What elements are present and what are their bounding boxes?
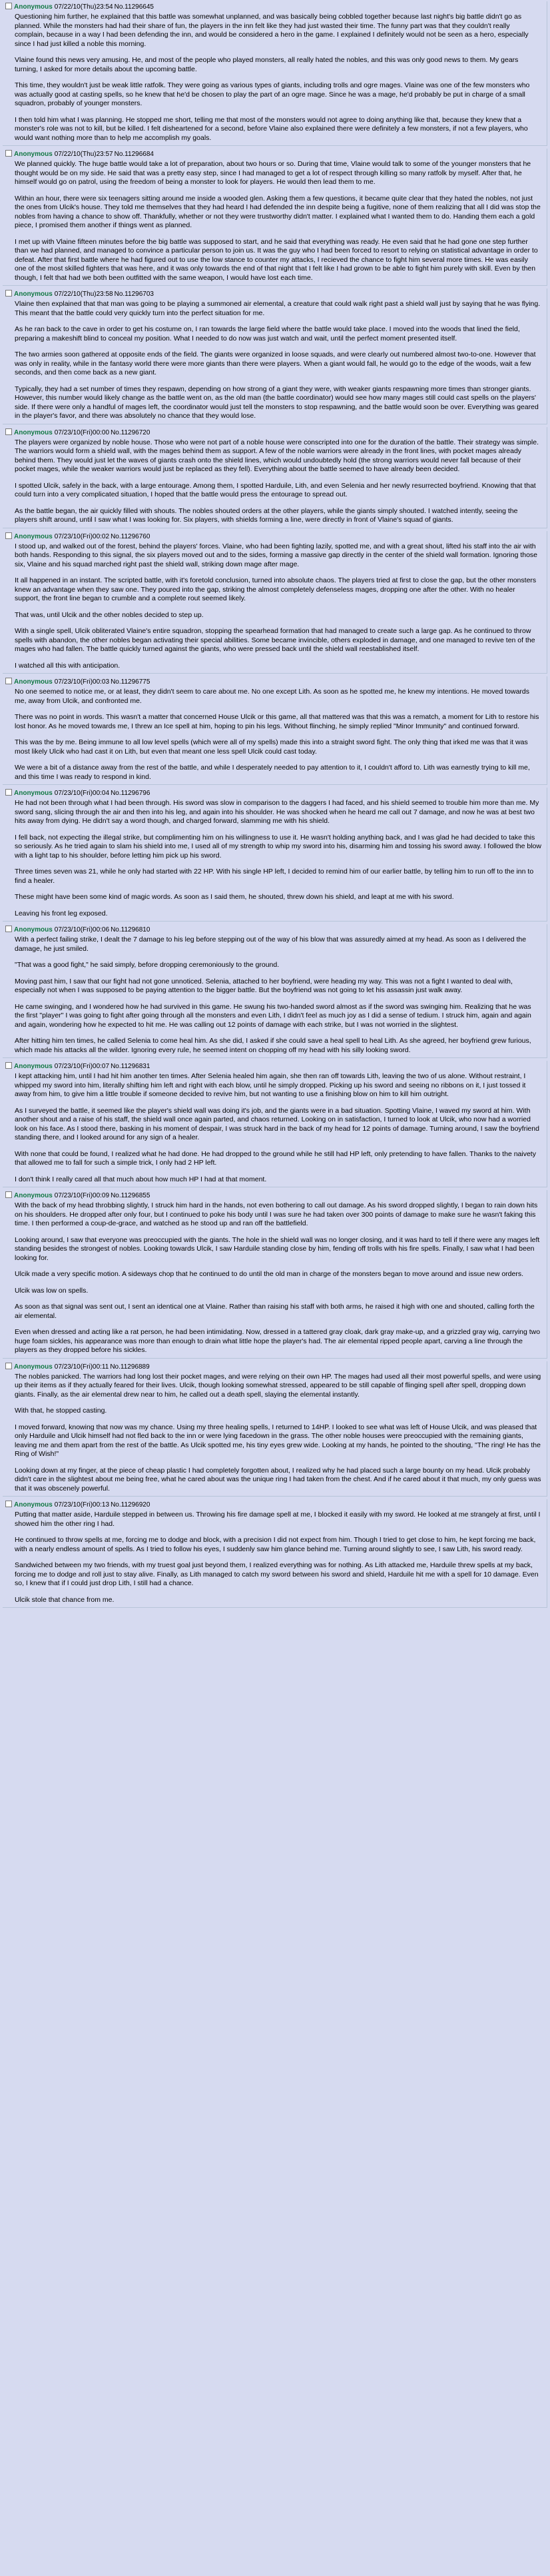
post-select-checkbox[interactable] xyxy=(5,789,12,796)
post-paragraph: No one seemed to notice me, or at least, they didn't seem to care about me. No one except Lith. As soon as he spotted me, he knew my intentions. He moved towards me, away from Ulcik, and confronted me. xyxy=(15,688,530,705)
post xyxy=(3,427,547,528)
post-header xyxy=(5,3,544,11)
post-paragraph: Questioning him further, he explained that this battle was somewhat unplanned, and was basically being cobbled together because last night's big battle didn't go as planned. While the monsters had had their share of fun, the players in the inn felt like they had just wasted their time. The funny part was that they couldn't really complain, because in a way I had been defending the inn, and would be considered a hero in the game. I explained I definitely would not be seen as a hero, especially since I had just killed a noble this morning. xyxy=(15,13,529,48)
post-paragraph: The two armies soon gathered at opposite ends of the field. The giants were organized in loose squads, and were clearly out numbered almost two-to-one. However that was only in reality, while in the fantasy world there were more giants than there were players. When a giant would fall, he would go to the edge of the woods, wait a few seconds, and then come back as a new giant. xyxy=(15,350,536,376)
post-paragraph: With the back of my head throbbing slightly, I struck him hard in the hands, not even bothering to call out damage. As his sword dropped slightly, I began to rain down hits on his shoulders. He dropped after only four, but I continued to poke his body until I was sure he had taken over 300 points of damage to make sure he wasn't faking this time. I then performed a coup-de-grace, and watched as he stood up and ran off the battlefield. xyxy=(15,1201,538,1227)
post-paragraph: The players were organized by noble house. Those who were not part of a noble house were conscripted into one for the duration of the battle. Their strategy was simple. The warriors would form a shield wall, with the mages behind them as support. A few of the noble warriors were already in the front lines, with pocket mages already behind them. They would just let the waves of giants crash onto the shield lines, which would undoubtedly hold (the strong warriors would never fall because of their pocket mages, while the weaker warriors would just be replaced as they fell). Everything about the battle seemed to have already been decided. xyxy=(15,438,539,473)
post-header xyxy=(5,926,544,934)
post-datetime: 07/23/10(Fri)00:04 xyxy=(54,790,110,797)
post-datetime: 07/22/10(Thu)23:54 xyxy=(54,3,113,11)
post-datetime: 07/23/10(Fri)00:11 xyxy=(54,1363,109,1371)
post-paragraph: Putting that matter aside, Harduile stepped in between us. Throwing his fire damage spell at me, I blocked it easily with my sword. He looked at me strangely at first, until I showed him the other ring I had. xyxy=(15,1511,541,1528)
post xyxy=(3,788,547,922)
post-paragraph: I stood up, and walked out of the forest, behind the players' forces. Vlaine, who had been fighting lazily, spotted me, and with a great shout, lifted his staff into the air with both hands. Responding to this signal, the six players moved out and to the sides, forming a massive gap directly in the center of the shield wall formation. Ignoring those six, Vlaine and his squad marched right past the shield wall, striking down mage after mage. xyxy=(15,542,538,568)
post-body xyxy=(5,1511,544,1605)
post-paragraph: Typically, they had a set number of times they respawn, depending on how strong of a giant they were, with weaker giants respawning more times than stronger giants. However, this number would likely change as the battle went on, as the old man (the battle coordinator) would see how many mages still could cast spells on the players' side. If there were only a handful of mages left, the coordinator would just tell the monsters to stop respawning, and the battle would soon be over. Everything was geared in the player's favor, and there was absolutely no chance that they would lose. xyxy=(15,384,539,420)
post-author: Anonymous xyxy=(14,428,53,436)
post-select-checkbox[interactable] xyxy=(5,428,12,435)
post-paragraph: We planned quickly. The huge battle would take a lot of preparation, about two hours or so. During that time, Vlaine would talk to some of the younger monsters that he thought would be on my side. He said that was a pretty easy step, since I had managed to get a lot of respect through killing so many ratfolk by myself. After that, he himself would go on patrol, using the freedom of being a monster to look for players. He would then lead them to me. xyxy=(15,160,531,186)
post-paragraph: As I surveyed the battle, it seemed like the player's shield wall was doing it's job, and the giants were in a bad situation. Spotting Vlaine, I waved my sword at him. With another shout and a raise of his staff, the shield wall once again parted, and chaos returned. Looking on in satisfaction, I turned to look at Ulcik, who now had a worried look on his face. As I stood there, basking in his moment of despair, I was struck hard in the back of my head for 12 points of damage. Turning around, I saw the boyfriend standing there, and I looked around for any sign of a healer. xyxy=(15,1106,539,1141)
post-header xyxy=(5,789,544,798)
post-number[interactable]: No.11296720 xyxy=(111,428,150,436)
post-paragraph: Vlaine found this news very amusing. He, and most of the people who played monsters, all really hated the nobles, and this was only good news to them. My gears turning, I asked for more details about the upcoming battle. xyxy=(15,56,519,73)
post-datetime: 07/22/10(Thu)23:58 xyxy=(54,291,113,298)
post-select-checkbox[interactable] xyxy=(5,926,12,932)
post xyxy=(3,531,547,674)
post-datetime: 07/22/10(Thu)23:57 xyxy=(54,151,113,158)
post-header xyxy=(5,1501,544,1509)
post-select-checkbox[interactable] xyxy=(5,1501,12,1507)
post-paragraph: He continued to throw spells at me, forcing me to dodge and block, with a precision I did not expect from him. Though I tried to get close to him, he kept forcing me back, with a nearly endless amount of spells. As I tried to follow his eyes, I suddenly saw him glance behind me. Turning around slightly to see, I saw Lith, his sword ready. xyxy=(15,1536,536,1553)
post-number[interactable]: No.11296684 xyxy=(114,151,154,158)
post-number[interactable]: No.11296796 xyxy=(111,790,150,797)
post-paragraph: "That was a good fight," he said simply, before dropping ceremoniously to the ground. xyxy=(15,961,280,969)
post-datetime: 07/23/10(Fri)00:02 xyxy=(54,532,110,540)
post-paragraph: With that, he stopped casting. xyxy=(15,1407,107,1415)
post-paragraph: I then told him what I was planning. He stopped me short, telling me that most of the monsters would not agree to doing anything like that, because they knew that a monster's role was not to kill, but be killed. I felt disheartened for a second, before Vlaine also explained there were definitely a few monsters, if not a few players, who would want nothing more than to help me accomplish my goals. xyxy=(15,115,528,142)
post-body xyxy=(5,936,544,1055)
post-body xyxy=(5,438,544,525)
post xyxy=(3,1361,547,1497)
post-body xyxy=(5,542,544,671)
post-header xyxy=(5,1363,544,1371)
post-paragraph: As he ran back to the cave in order to get his costume on, I ran towards the large field where the battle would take place. I moved into the woods that lined the field, preparing a makeshift blind to conceal my position. What I needed to do now was just watch and wait, until the perfect moment presented itself. xyxy=(15,325,520,342)
post-body xyxy=(5,160,544,283)
post-paragraph: Three times seven was 21, while he only had started with 22 HP. With his single HP left, I decided to remind him of our earlier battle, by telling him to run off to the inn to find a healer. xyxy=(15,868,534,885)
post xyxy=(3,676,547,785)
post xyxy=(3,1190,547,1359)
post-number[interactable]: No.11296889 xyxy=(110,1363,150,1371)
post-number[interactable]: No.11296831 xyxy=(111,1063,150,1070)
post xyxy=(3,1499,547,1608)
post-paragraph: I watched all this with anticipation. xyxy=(15,661,121,670)
post-paragraph: That was, until Ulcik and the other nobles decided to step up. xyxy=(15,610,204,619)
post-paragraph: Within an hour, there were six teenagers sitting around me inside a wooded glen. Asking them a few questions, it became quite clear that they hated the nobles, not just the ones from Ulcik's house. They told me themselves that they had heard I had defended the inn despite being a fugitive, none of them realizing that all I did was stop the nobles from having a chance to show off. Thankfully, whether or not they were trustworthy didn't matter. I explained what I wanted them to do. Handing them each a gold piece, I promised them another if things went as planned. xyxy=(15,194,541,229)
post-number[interactable]: No.11296703 xyxy=(114,291,154,298)
post-select-checkbox[interactable] xyxy=(5,150,12,157)
post-body xyxy=(5,688,544,782)
post-number[interactable]: No.11296760 xyxy=(111,532,150,540)
post-body xyxy=(5,300,544,421)
post-paragraph: I spotted Ulcik, safely in the back, with a large entourage. Among them, I spotted Harduile, Lith, and even Selenia and her newly resurrected boyfriend. Knowing that that could turn into a very complicated situation, I hoped that the battle would press the entourage to spread out. xyxy=(15,481,536,498)
post xyxy=(3,1,547,146)
post-author: Anonymous xyxy=(14,1363,53,1371)
post-datetime: 07/23/10(Fri)00:03 xyxy=(54,678,110,686)
post-number[interactable]: No.11296920 xyxy=(111,1501,150,1509)
post-header xyxy=(5,678,544,686)
post-paragraph: I moved forward, knowing that now was my chance. Using my three healing spells, I returned to 14HP. I looked to see what was left of House Ulcik, and was pleased that only Harduile and Ulcik himself had not fled back to the inn or were lying facedown in the grass. The other noble houses were preoccupied with the remaining giants, leaving me and them apart from the rest of the battle. As Ulcik spotted me, his tiny eyes grew wide. Looking at my hands, he pointed to the shouting, "The ring! He has the Ring of Wish!" xyxy=(15,1423,541,1458)
post-header xyxy=(5,532,544,541)
post-paragraph: I don't think I really cared all that much about how much HP I had at that moment. xyxy=(15,1175,267,1183)
post-datetime: 07/23/10(Fri)00:13 xyxy=(54,1501,110,1509)
post-paragraph: Moving past him, I saw that our fight had not gone unnoticed. Selenia, attached to her boyfriend, were heading my way. This was not a fight I wanted to deal with, especially not when I was supposed to be paying attention to the bigger battle. But the boyfriend was not going to let his assassin just walk away. xyxy=(15,977,513,994)
post-author: Anonymous xyxy=(14,1192,53,1199)
post-author: Anonymous xyxy=(14,532,53,540)
post-number[interactable]: No.11296810 xyxy=(111,926,150,934)
post-paragraph: After hitting him ten times, he called Selenia to come heal him. As she did, I asked if she could save a heal spell to heal Lith. As she agreed, her boyfriend grew furious, which made his attacks all the wilder. Ignoring every rule, he seemed intent on chopping off my head with his silly looking sword. xyxy=(15,1037,531,1054)
post-body xyxy=(5,1072,544,1184)
post-select-checkbox[interactable] xyxy=(5,3,12,9)
post-datetime: 07/23/10(Fri)00:07 xyxy=(54,1063,110,1070)
post-paragraph: We were a bit of a distance away from the rest of the battle, and while I desperately needed to pay attention to it, I couldn't afford to. Lith was earnestly trying to kill me, and this time I was ready to respond in kind. xyxy=(15,764,530,781)
post-paragraph: Sandwiched between my two friends, with my truest goal just beyond them, I realized everything was for nothing. As Lith attacked me, Harduile threw spells at my back, forcing me to dodge and roll just to stay alive. Finally, as Lith managed to catch my sword between his sword and shield, Harduile hit me with a spell for 10 damage. Even so, I knew that if I could just drop Lith, I still had a chance. xyxy=(15,1561,539,1587)
post-author: Anonymous xyxy=(14,790,53,797)
post-paragraph: He had not been through what I had been through. His sword was slow in comparison to the daggers I had faced, and his shield seemed to trouble him more than me. My sword sang, slicing through the air and then into his leg, and again into his shoulder. He was shocked when he heard me call out 7 damage, and now he was at best two hits away from dying. He didn't say a word though, and charged forward, slamming me with his shield. xyxy=(15,799,539,825)
post-body xyxy=(5,1201,544,1355)
post-datetime: 07/23/10(Fri)00:00 xyxy=(54,428,110,436)
post-paragraph: Looking down at my finger, at the piece of cheap plastic I had completely forgotten about, I realized why he had placed such a large bounty on my head. Ulcik probably didn't care in the slightest about me being free, what he cared about was the unique ring I had taken from the chest. And if he cared about it that much, my only guess was that it was obscenely powerful. xyxy=(15,1466,541,1493)
post-datetime: 07/23/10(Fri)00:06 xyxy=(54,926,110,934)
post-paragraph: Ulcik stole that chance from me. xyxy=(15,1595,115,1604)
post-paragraph: Vlaine then explained that that man was going to be playing a summoned air elemental, a creature that could walk right past a shield wall just by saying that he was flying. This meant that the battle could very quickly turn into the perfect situation for me. xyxy=(15,300,541,317)
post-author: Anonymous xyxy=(14,926,53,934)
post-paragraph: I kept attacking him, until I had hit him another ten times. After Selenia healed him again, she then ran off towards Lith, leaving the two of us alone. Without restraint, I whipped my sword into him, literally shifting him left and right with each blow, until he simply dropped. Picking up his sword and seeing no ribbons on it, I just tossed it away from him, to give him a little trouble if someone decided to revive him, but not wanting to use a finishing blow on him to kill him outright. xyxy=(15,1072,526,1098)
post-author: Anonymous xyxy=(14,678,53,686)
post-paragraph: He came swinging, and I wondered how he had survived in this game. He swung his two-handed sword almost as if the sword was swinging him. Realizing that he was the first "player" I was going to fight after going through all the monsters and even Lith, I didn't feel as much joy as I did a sense of tedium. I struck him, again and again and again, wondering how he expected to hit me. He was calling out 12 points of damage with each strike, but I was not worried in the slightest. xyxy=(15,1002,531,1029)
post-header xyxy=(5,290,544,299)
post-paragraph: As the battle began, the air quickly filled with shouts. The nobles shouted orders at the other players, while the giants simply shouted. I watched intently, seeing the players shift around, until I saw what I was looking for. Six players, with shields forming a line, were directly in front of Vlaine's squad of giants. xyxy=(15,506,518,524)
post-number[interactable]: No.11296775 xyxy=(111,678,150,686)
post-author: Anonymous xyxy=(14,3,53,11)
post-header xyxy=(5,1062,544,1071)
post-select-checkbox[interactable] xyxy=(5,532,12,539)
post-body xyxy=(5,1373,544,1494)
post-number[interactable]: No.11296645 xyxy=(114,3,154,11)
post-paragraph: This time, they wouldn't just be weak little ratfolk. They were going as various types of giants, including trolls and ogre mages. Vlaine was one of the few monsters who was actually good at casting spells, so he knew that he'd be chosen to play the part of an ogre mage. Since he was a mage, he'd probably be put in charge of a small squadron, probably of younger monsters. xyxy=(15,81,530,107)
post-select-checkbox[interactable] xyxy=(5,290,12,297)
post-number[interactable]: No.11296855 xyxy=(111,1192,150,1199)
post-paragraph: The nobles panicked. The warriors had long lost their pocket mages, and were relying on their own HP. The mages had used all their most powerful spells, and were using up their items as if they actually feared for their lives. Ulcik, though looking somewhat stressed, appeared to be still capable of flinging spell after spell, dropping down giants. Finally, as the air elemental drew near to him, he called out a death spell, slaying the elemental instantly. xyxy=(15,1372,541,1399)
post-paragraph: Ulcik was low on spells. xyxy=(15,1286,89,1295)
post xyxy=(3,1061,547,1187)
post-paragraph: There was no point in words. This wasn't a matter that concerned House Ulcik or this game, all that mattered was that this was a rematch, a moment for Lith to restore his lost honor. As he moved towards me, I threw an Ice spell at him, hoping to pin his legs. Without flinching, he simply replied "Minor Immunity" and continued forward. xyxy=(15,713,539,730)
post-select-checkbox[interactable] xyxy=(5,678,12,684)
post-header xyxy=(5,1191,544,1200)
post-datetime: 07/23/10(Fri)00:09 xyxy=(54,1192,110,1199)
post-paragraph: With a perfect failing strike, I dealt the 7 damage to his leg before stepping out of the way of his blow that was assuredly aimed at my head. As soon as I delivered the damage, he just smiled. xyxy=(15,936,527,953)
post-paragraph: I met up with Vlaine fifteen minutes before the big battle was supposed to start, and he said that everything was ready. He even said that he had gone one step further than we had planned, and managed to convince a particular person to join us. It was the guy who I had been forced to resort to relying on statistical advantage in order to defeat. After that first battle where he had figured out to use the low stance to counter my attacks, I recieved the chance to fight him several more times. He was easily one of the most skilled fighters that was here, and it was only towards the end of that night that I felt like I had grown to be able to fight him purely with skill. Even by then though, I felt that had we both been outfitted with the same weapon, I would have lost each time. xyxy=(15,237,538,282)
post-paragraph: Even when dressed and acting like a rat person, he had been intimidating. Now, dressed in a tattered gray cloak, dark gray make-up, and a grizzled gray wig, carrying two huge foam sickles, his appearance was more than enough to drain what little hope the player's had. The air elemental ripped people apart, carving a line through the players as they dropped before his sickles. xyxy=(15,1328,541,1354)
post-paragraph: Looking around, I saw that everyone was preoccupied with the giants. The hole in the shield wall was no longer closing, and it was hard to tell if there were any mages left standing besides the strongest of nobles. Looking towards Ulcik, I saw Harduile standing close by him, fending off trolls with his fire spells. Finally, I saw what I had been looking for. xyxy=(15,1235,540,1262)
post-select-checkbox[interactable] xyxy=(5,1191,12,1198)
post-paragraph: Leaving his front leg exposed. xyxy=(15,909,108,918)
post-paragraph: These might have been some kind of magic words. As soon as I said them, he shouted, threw down his shield, and leapt at me with his sword. xyxy=(15,893,454,901)
post-header xyxy=(5,150,544,159)
post-author: Anonymous xyxy=(14,291,53,298)
post-paragraph: As soon as that signal was sent out, I sent an identical one at Vlaine. Rather than raising his staff with both arms, he raised it high with one and shouted, calling forth the air elemental. xyxy=(15,1303,535,1320)
post-author: Anonymous xyxy=(14,151,53,158)
post-header xyxy=(5,428,544,437)
post-paragraph: With a single spell, Ulcik obliterated Vlaine's entire squadron, stopping the spearhead formation that had managed to create such a large gap. As he continued to throw spells with abandon, the other nobles began activating their special abilities. Some became invincible, others exploded in damage, and one managed to revive ten of the mages who had fallen. The battle quickly turned against the giants, who were pressed back until the shield wall reestablished itself. xyxy=(15,627,535,653)
post-body xyxy=(5,799,544,918)
thread-container xyxy=(0,1,550,1608)
post-paragraph: It all happened in an instant. The scripted battle, with it's foretold conclusion, turned into absolute chaos. The players tried at first to close the gap, but the other monsters knew an advantage when they saw one. They poured into the gap, striking the almost completely defenseless mages, dropping one after the other. With no healer support, the front line began to crumble and a complete rout seemed likely. xyxy=(15,576,537,602)
post xyxy=(3,149,547,286)
post-paragraph: Ulcik made a very specific motion. A sideways chop that he continued to do until the old man in charge of the monsters began to move around and issue new orders. xyxy=(15,1270,524,1278)
post-author: Anonymous xyxy=(14,1063,53,1070)
post xyxy=(3,289,547,424)
post-author: Anonymous xyxy=(14,1501,53,1509)
post-select-checkbox[interactable] xyxy=(5,1363,12,1369)
post xyxy=(3,924,547,1058)
post-body xyxy=(5,13,544,143)
post-paragraph: I fell back, not expecting the illegal strike, but complimenting him on his willingness to use it. He wasn't holding anything back, and I was glad he had decided to take this so seriously. As he tried again to slam his shield into me, I used all of my strength to whip my sword into his, disarming him and tossing his sword away. I followed the blow with a light tap to his shoulder, before letting him pick up his sword. xyxy=(15,833,541,860)
post-select-checkbox[interactable] xyxy=(5,1062,12,1069)
post-paragraph: With none that could be found, I realized what he had done. He had dropped to the ground while he still had HP left, only pretending to have fallen. Thanks to the naivety that allowed me to fall for such a simple trick, I only had 2 HP left. xyxy=(15,1149,536,1167)
post-paragraph: This was the by me. Being immune to all low level spells (which were all of my spells) made this into a straight sword fight. The only thing that irked me was that it was most likely Ulcik who had cast it on Lith, but even that meant one less spell Ulcik could cast today. xyxy=(15,738,528,756)
